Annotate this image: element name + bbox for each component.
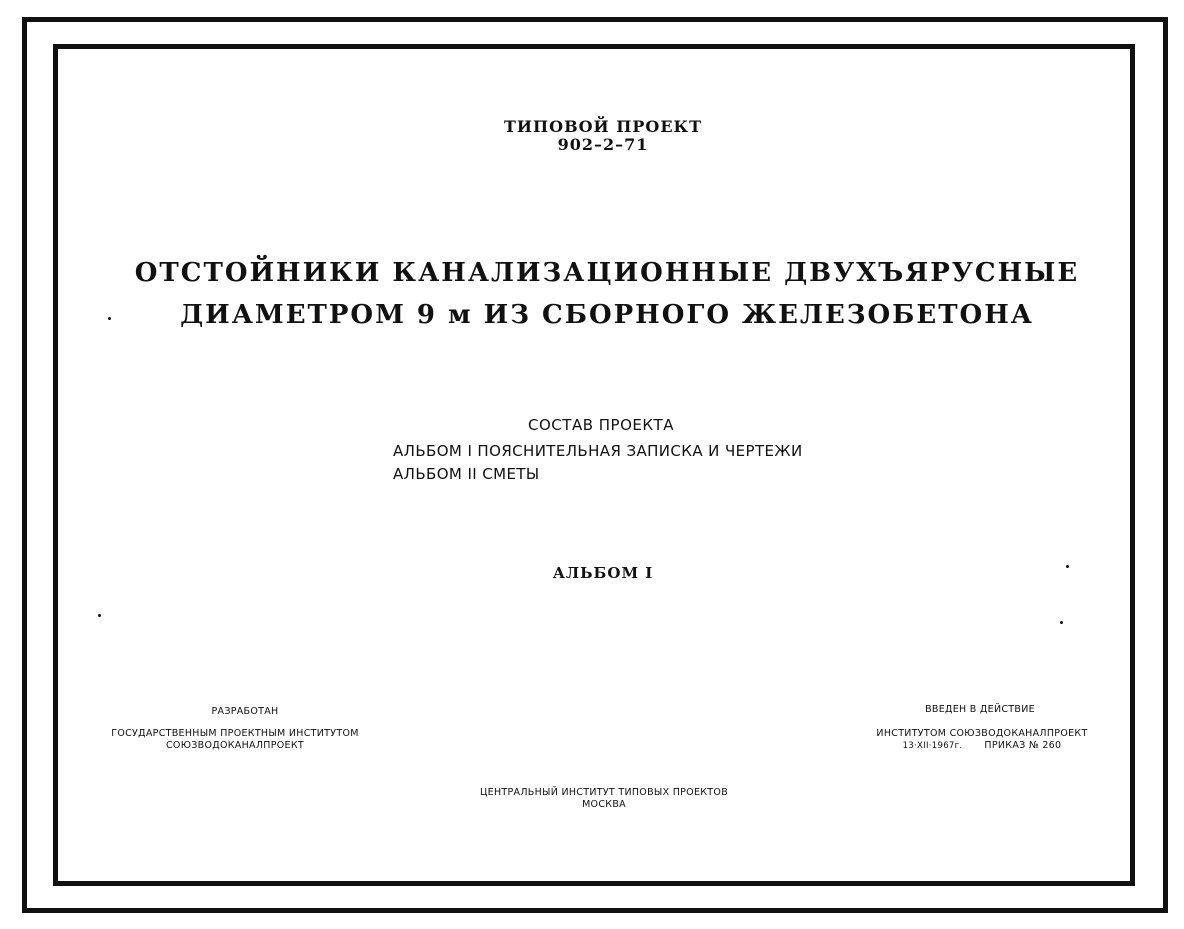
- publisher-city: МОСКВА: [582, 799, 626, 810]
- developed-by-line-2: СОЮЗВОДОКАНАЛПРОЕКТ: [166, 740, 304, 751]
- scan-speck: [108, 317, 111, 320]
- developed-heading: РАЗРАБОТАН: [211, 706, 279, 717]
- scan-speck: [98, 614, 101, 617]
- introduced-heading: ВВЕДЕН В ДЕЙСТВИЕ: [925, 704, 1035, 715]
- project-label: ТИПОВОЙ ПРОЕКТ: [504, 117, 702, 136]
- developed-by-line-1: ГОСУДАРСТВЕННЫМ ПРОЕКТНЫМ ИНСТИТУТОМ: [111, 728, 359, 739]
- project-number: 902–2–71: [557, 135, 649, 154]
- composition-heading: СОСТАВ ПРОЕКТА: [528, 416, 674, 434]
- introduced-by-line-1: ИНСТИТУТОМ СОЮЗВОДОКАНАЛПРОЕКТ: [876, 728, 1088, 739]
- project-label-block: [453, 118, 753, 154]
- introduced-order: ПРИКАЗ № 260: [984, 740, 1062, 751]
- publisher-name: ЦЕНТРАЛЬНЫЙ ИНСТИТУТ ТИПОВЫХ ПРОЕКТОВ: [479, 787, 729, 798]
- composition-item-album-1: АЛЬБОМ I ПОЯСНИТЕЛЬНАЯ ЗАПИСКА И ЧЕРТЕЖИ: [393, 442, 803, 460]
- scan-speck: [1066, 565, 1069, 568]
- inner-border: [53, 44, 1135, 886]
- composition-item-album-2: АЛЬБОМ II СМЕТЫ: [393, 465, 540, 483]
- scan-speck: [1060, 621, 1063, 624]
- introduced-by-block: [866, 728, 1098, 752]
- album-label: АЛЬБОМ I: [552, 564, 654, 582]
- developed-by-block: [100, 728, 370, 752]
- publisher-block: [454, 787, 754, 811]
- document-title-line-1: ОТСТОЙНИКИ КАНАЛИЗАЦИОННЫЕ ДВУХЪЯРУСНЫЕ: [134, 258, 1080, 288]
- document-title-line-2: ДИАМЕТРОМ 9 м ИЗ СБОРНОГО ЖЕЛЕЗОБЕТОНА: [180, 300, 1034, 330]
- introduced-order-line: [866, 740, 1098, 752]
- introduced-date: 13·XII·1967г.: [902, 741, 963, 751]
